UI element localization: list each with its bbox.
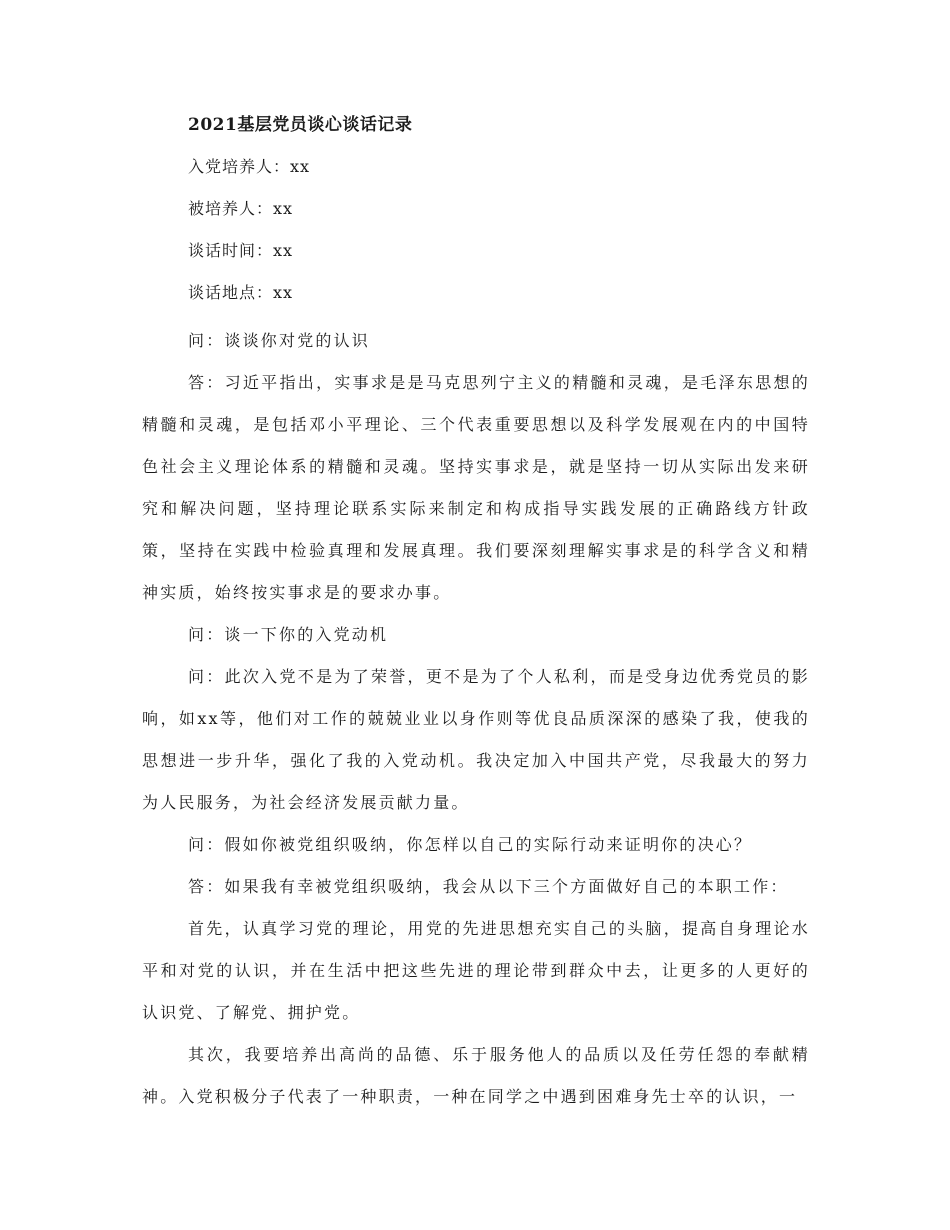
document-page (142, 110, 810, 1118)
meta-talk-time: 谈话时间：xx (188, 241, 294, 260)
answer-point-first: 首先，认真学习党的理论，用党的先进思想充实自己的头脑，提高自身理论水平和对党的认识，并在生活中把这些先进的理论带到群众中去，让更多的人更好的认识党、了解党、拥护党。 (142, 919, 810, 1022)
answer-party-understanding: 答：习近平指出，实事求是是马克思列宁主义的精髓和灵魂，是毛泽东思想的精髓和灵魂，是包括邓小平理论、三个代表重要思想以及科学发展观在内的中国特色社会主义理论体系的精髓和灵魂。坚持实事求是，就是坚持一切从实际出发来研究和解决问题，坚持理论联系实际来制定和构成指导实践发展的正确路线方针政策，坚持在实践中检验真理和发展真理。我们要深刻理解实事求是的科学含义和精神实质，始终按实事求是的要求办事。 (142, 373, 810, 602)
meta-talk-location: 谈话地点：xx (188, 283, 294, 302)
meta-trainer: 入党培养人：xx (188, 157, 311, 176)
question-determination: 问：假如你被党组织吸纳，你怎样以自己的实际行动来证明你的决心？ (188, 835, 753, 854)
answer-motivation: 问：此次入党不是为了荣誉，更不是为了个人私利，而是受身边优秀党员的影响，如xx等，他们对工作的兢兢业业以身作则等优良品质深深的感染了我，使我的思想进一步升华，强化了我的入党动机。我决定加入中国共产党，尽我最大的努力为人民服务，为社会经济发展贡献力量。 (142, 667, 810, 812)
question-party-understanding: 问：谈谈你对党的认识 (188, 331, 371, 350)
document-title: 2021基层党员谈心谈话记录 (188, 115, 413, 135)
answer-determination-intro: 答：如果我有幸被党组织吸纳，我会从以下三个方面做好自己的本职工作： (188, 877, 789, 896)
question-motivation: 问：谈一下你的入党动机 (188, 625, 389, 644)
meta-trainee: 被培养人：xx (188, 199, 294, 218)
answer-point-second: 其次，我要培养出高尚的品德、乐于服务他人的品质以及任劳任怨的奉献精神。入党积极分子代表了一种职责，一种在同学之中遇到困难身先士卒的认识，一 (142, 1045, 810, 1106)
